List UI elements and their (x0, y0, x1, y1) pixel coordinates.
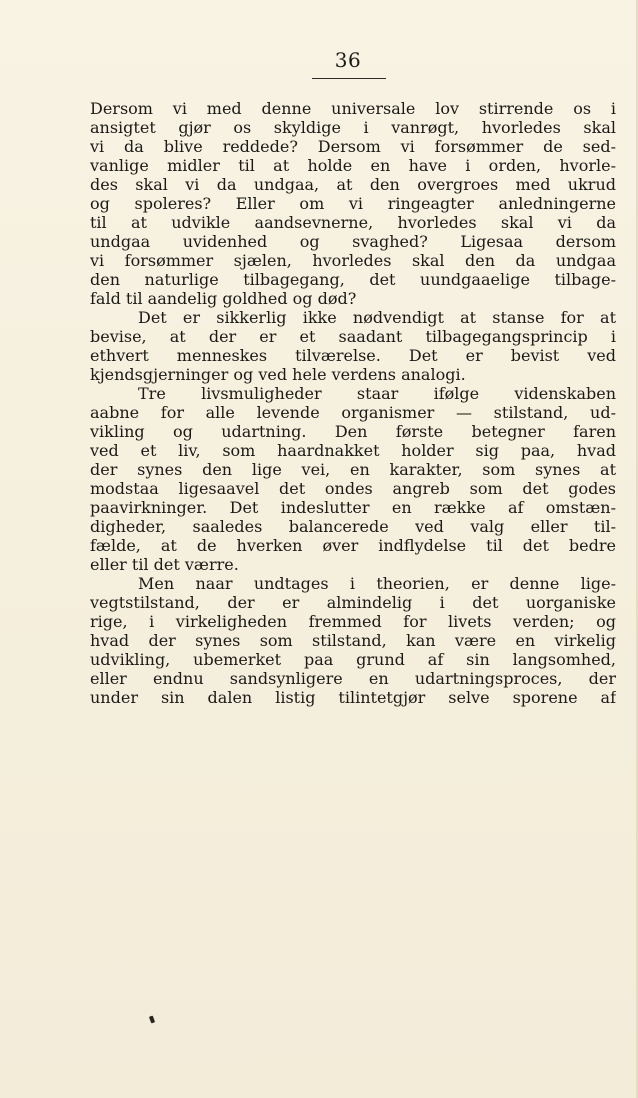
body-text (90, 99, 616, 707)
text-line: der synes den lige vei, en karakter, som synes at (90, 460, 616, 479)
text-line: vegtstilstand, der er almindelig i det uorganiske (90, 593, 616, 612)
text-line: Men naar undtages i theorien, er denne lige- (138, 574, 616, 593)
page-number-rule (312, 78, 386, 79)
text-line: Det er sikkerlig ikke nødvendigt at stanse for at (138, 308, 616, 327)
text-line: den naturlige tilbagegang, det uundgaaelige tilbage- (90, 270, 616, 289)
text-line: undgaa uvidenhed og svaghed? Ligesaa dersom (90, 232, 616, 251)
text-line: og spoleres? Eller om vi ringeagter anledningerne (90, 194, 616, 213)
text-line: ansigtet gjør os skyldige i vanrøgt, hvorledes skal (90, 118, 616, 137)
text-line: vikling og udartning. Den første betegner faren (90, 422, 616, 441)
text-line: Tre livsmuligheder staar ifølge videnskaben (138, 384, 616, 403)
text-line: digheder, saaledes balancerede ved valg eller til- (90, 517, 616, 536)
text-line: Dersom vi med denne universale lov stirrende os i (90, 99, 616, 118)
text-line: paavirkninger. Det indeslutter en række af omstæn- (90, 498, 616, 517)
page-number: 36 (334, 48, 362, 72)
text-line: ethvert menneskes tilværelse. Det er bevist ved (90, 346, 616, 365)
text-line: aabne for alle levende organismer — stilstand, ud- (90, 403, 616, 422)
text-line: vi forsømmer sjælen, hvorledes skal den da undgaa (90, 251, 616, 270)
text-line: eller til det værre. (90, 555, 239, 574)
text-line: til at udvikle aandsevnerne, hvorledes skal vi da (90, 213, 616, 232)
text-line: fælde, at de hverken øver indflydelse til det bedre (90, 536, 616, 555)
text-line: modstaa ligesaavel det ondes angreb som det godes (90, 479, 616, 498)
text-line: des skal vi da undgaa, at den overgroes med ukrud (90, 175, 616, 194)
ink-speck (149, 1016, 155, 1024)
text-line: eller endnu sandsynligere en udartningsproces, der (90, 669, 616, 688)
text-line: kjendsgjerninger og ved hele verdens analogi. (90, 365, 466, 384)
text-line: rige, i virkeligheden fremmed for livets verden; og (90, 612, 616, 631)
text-line: udvikling, ubemerket paa grund af sin langsomhed, (90, 650, 616, 669)
text-line: ved et liv, som haardnakket holder sig paa, hvad (90, 441, 616, 460)
text-line: bevise, at der er et saadant tilbagegangsprincip i (90, 327, 616, 346)
text-line: fald til aandelig goldhed og død? (90, 289, 357, 308)
text-line: vanlige midler til at holde en have i orden, hvorle- (90, 156, 616, 175)
text-line: under sin dalen listig tilintetgjør selve sporene af (90, 688, 616, 707)
text-line: vi da blive reddede? Dersom vi forsømmer de sed- (90, 137, 616, 156)
text-line: hvad der synes som stilstand, kan være en virkelig (90, 631, 616, 650)
